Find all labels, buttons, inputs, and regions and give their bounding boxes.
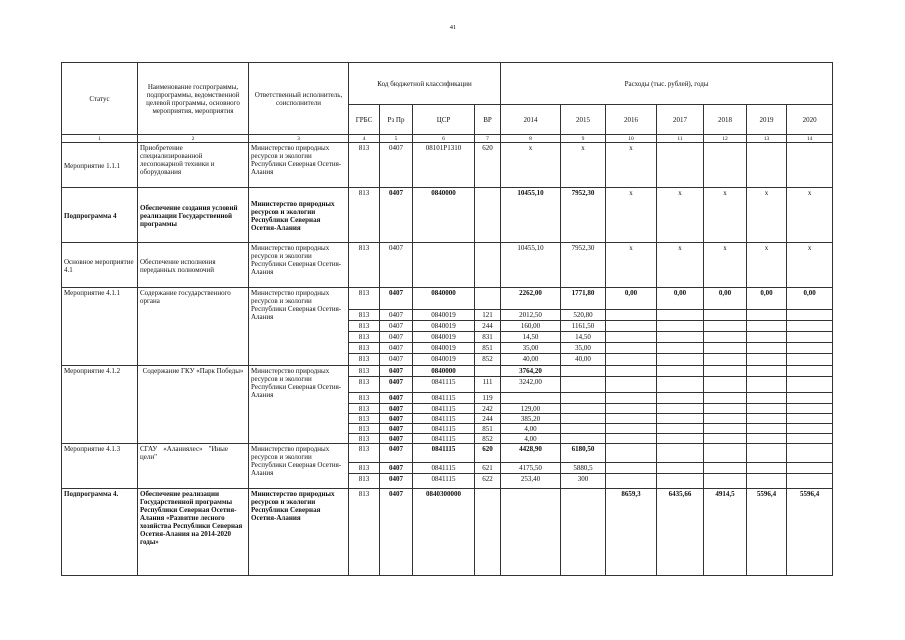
column-number: 9 bbox=[561, 135, 606, 143]
expense-2020-cell bbox=[787, 463, 833, 474]
status-cell: Мероприятие 1.1.1 bbox=[62, 143, 138, 188]
budget-table bbox=[61, 62, 833, 576]
vr-cell: 620 bbox=[475, 143, 501, 188]
header-expenses-group: Расходы (тыс. рублей), годы bbox=[501, 63, 833, 105]
expense-2017-cell: 6435,66 bbox=[657, 489, 704, 576]
rzpr-cell: 0407 bbox=[380, 404, 413, 414]
column-number: 3 bbox=[249, 135, 349, 143]
header-name: Наименование госпрограммы, подпрограммы, ведомственной целевой программы, основного мероприятия, мероприятия bbox=[138, 63, 249, 135]
expense-2020-cell bbox=[787, 393, 833, 404]
name-cell: Обеспечение исполнения переданных полномочий bbox=[138, 243, 249, 288]
rzpr-cell: 0407 bbox=[380, 243, 413, 288]
expense-2014-cell: 385,20 bbox=[501, 414, 561, 424]
expense-2019-cell bbox=[747, 463, 787, 474]
vr-cell: 244 bbox=[475, 321, 501, 332]
rzpr-cell: 0407 bbox=[380, 377, 413, 393]
header-year-2018: 2018 bbox=[704, 105, 747, 135]
rzpr-cell: 0407 bbox=[380, 321, 413, 332]
header-row-top bbox=[62, 63, 833, 105]
csr-cell: 0841115 bbox=[413, 434, 475, 444]
grbs-cell: 813 bbox=[349, 414, 380, 424]
expense-2019-cell bbox=[747, 366, 787, 377]
expense-2018-cell bbox=[704, 354, 747, 366]
expense-2018-cell bbox=[704, 474, 747, 489]
grbs-cell: 813 bbox=[349, 474, 380, 489]
table-row bbox=[62, 489, 833, 576]
expense-2016-cell bbox=[606, 393, 657, 404]
table-row bbox=[62, 188, 833, 243]
expense-2016-cell bbox=[606, 343, 657, 354]
expense-2017-cell bbox=[657, 424, 704, 434]
vr-cell bbox=[475, 188, 501, 243]
status-cell: Мероприятие 4.1.1 bbox=[62, 288, 138, 366]
expense-2015-cell: 6180,50 bbox=[561, 444, 606, 463]
grbs-cell: 813 bbox=[349, 354, 380, 366]
expense-2016-cell bbox=[606, 444, 657, 463]
expense-2019-cell bbox=[747, 434, 787, 444]
grbs-cell: 813 bbox=[349, 404, 380, 414]
rzpr-cell: 0407 bbox=[380, 393, 413, 404]
expense-2014-cell: 2012,50 bbox=[501, 310, 561, 321]
rzpr-cell: 0407 bbox=[380, 444, 413, 463]
expense-2018-cell bbox=[704, 463, 747, 474]
grbs-cell: 813 bbox=[349, 444, 380, 463]
vr-cell bbox=[475, 243, 501, 288]
expense-2016-cell bbox=[606, 354, 657, 366]
column-number: 2 bbox=[138, 135, 249, 143]
expense-2020-cell bbox=[787, 377, 833, 393]
expense-2019-cell bbox=[747, 310, 787, 321]
expense-2020-cell: x bbox=[787, 188, 833, 243]
expense-2020-cell bbox=[787, 434, 833, 444]
csr-cell: 0840019 bbox=[413, 321, 475, 332]
vr-cell: 851 bbox=[475, 424, 501, 434]
expense-2018-cell bbox=[704, 143, 747, 188]
expense-2020-cell bbox=[787, 474, 833, 489]
expense-2015-cell bbox=[561, 393, 606, 404]
expense-2019-cell bbox=[747, 332, 787, 343]
executor-cell: Министерство природных ресурсов и экологии Республики Северная Осетия-Алания bbox=[249, 188, 349, 243]
executor-cell: Министерство природных ресурсов и экологии Республики Северная Осетия-Алания bbox=[249, 489, 349, 576]
header-year-2017: 2017 bbox=[657, 105, 704, 135]
expense-2015-cell: 300 bbox=[561, 474, 606, 489]
csr-cell: 08101Р1310 bbox=[413, 143, 475, 188]
header-csr: ЦСР bbox=[413, 105, 475, 135]
expense-2016-cell: x bbox=[606, 188, 657, 243]
expense-2014-cell: 3242,00 bbox=[501, 377, 561, 393]
column-number: 13 bbox=[747, 135, 787, 143]
column-number: 6 bbox=[413, 135, 475, 143]
expense-2019-cell bbox=[747, 474, 787, 489]
expense-2016-cell bbox=[606, 414, 657, 424]
expense-2018-cell: 0,00 bbox=[704, 288, 747, 310]
grbs-cell: 813 bbox=[349, 393, 380, 404]
header-status: Статус bbox=[62, 63, 138, 135]
expense-2016-cell bbox=[606, 321, 657, 332]
expense-2018-cell: x bbox=[704, 188, 747, 243]
expense-2015-cell: 40,00 bbox=[561, 354, 606, 366]
header-year-2014: 2014 bbox=[501, 105, 561, 135]
expense-2019-cell: x bbox=[747, 243, 787, 288]
expense-2014-cell: 10455,10 bbox=[501, 243, 561, 288]
expense-2016-cell bbox=[606, 424, 657, 434]
expense-2014-cell: 35,00 bbox=[501, 343, 561, 354]
expense-2014-cell: 4,00 bbox=[501, 424, 561, 434]
rzpr-cell: 0407 bbox=[380, 366, 413, 377]
expense-2017-cell: 0,00 bbox=[657, 288, 704, 310]
expense-2017-cell bbox=[657, 434, 704, 444]
csr-cell: 0841115 bbox=[413, 404, 475, 414]
header-executor: Ответственный исполнитель, соисполнители bbox=[249, 63, 349, 135]
expense-2019-cell bbox=[747, 143, 787, 188]
expense-2019-cell bbox=[747, 321, 787, 332]
rzpr-cell: 0407 bbox=[380, 414, 413, 424]
expense-2018-cell bbox=[704, 377, 747, 393]
expense-2016-cell bbox=[606, 377, 657, 393]
expense-2018-cell bbox=[704, 444, 747, 463]
csr-cell: 0840300000 bbox=[413, 489, 475, 576]
expense-2017-cell bbox=[657, 343, 704, 354]
csr-cell: 0840019 bbox=[413, 343, 475, 354]
expense-2014-cell: 129,00 bbox=[501, 404, 561, 414]
expense-2018-cell bbox=[704, 332, 747, 343]
status-cell: Подпрограмма 4. bbox=[62, 489, 138, 576]
expense-2016-cell: 8659,3 bbox=[606, 489, 657, 576]
grbs-cell: 813 bbox=[349, 332, 380, 343]
expense-2017-cell bbox=[657, 377, 704, 393]
expense-2015-cell bbox=[561, 377, 606, 393]
rzpr-cell: 0407 bbox=[380, 288, 413, 310]
csr-cell: 0841115 bbox=[413, 414, 475, 424]
expense-2016-cell bbox=[606, 474, 657, 489]
expense-2015-cell: 520,80 bbox=[561, 310, 606, 321]
expense-2016-cell bbox=[606, 434, 657, 444]
expense-2019-cell: x bbox=[747, 188, 787, 243]
csr-cell: 0841115 bbox=[413, 377, 475, 393]
name-cell: Содержание ГКУ «Парк Победы» bbox=[138, 366, 249, 444]
column-number: 1 bbox=[62, 135, 138, 143]
rzpr-cell: 0407 bbox=[380, 188, 413, 243]
table-header bbox=[62, 63, 833, 143]
vr-cell: 121 bbox=[475, 310, 501, 321]
rzpr-cell: 0407 bbox=[380, 332, 413, 343]
grbs-cell: 813 bbox=[349, 463, 380, 474]
vr-cell bbox=[475, 288, 501, 310]
column-number: 12 bbox=[704, 135, 747, 143]
header-year-2015: 2015 bbox=[561, 105, 606, 135]
expense-2014-cell: 160,00 bbox=[501, 321, 561, 332]
column-number: 5 bbox=[380, 135, 413, 143]
csr-cell: 0840000 bbox=[413, 366, 475, 377]
expense-2015-cell: 7952,30 bbox=[561, 188, 606, 243]
expense-2015-cell bbox=[561, 366, 606, 377]
csr-cell: 0841115 bbox=[413, 444, 475, 463]
grbs-cell: 813 bbox=[349, 489, 380, 576]
csr-cell: 0840000 bbox=[413, 288, 475, 310]
expense-2014-cell: 253,40 bbox=[501, 474, 561, 489]
vr-cell bbox=[475, 489, 501, 576]
expense-2019-cell bbox=[747, 424, 787, 434]
expense-2019-cell bbox=[747, 377, 787, 393]
expense-2019-cell bbox=[747, 404, 787, 414]
expense-2018-cell bbox=[704, 434, 747, 444]
expense-2020-cell bbox=[787, 321, 833, 332]
expense-2019-cell bbox=[747, 354, 787, 366]
expense-2018-cell bbox=[704, 366, 747, 377]
expense-2014-cell: 4428,90 bbox=[501, 444, 561, 463]
rzpr-cell: 0407 bbox=[380, 463, 413, 474]
vr-cell: 852 bbox=[475, 354, 501, 366]
expense-2015-cell: 1771,80 bbox=[561, 288, 606, 310]
csr-cell: 0841115 bbox=[413, 393, 475, 404]
expense-2019-cell: 0,00 bbox=[747, 288, 787, 310]
expense-2016-cell bbox=[606, 332, 657, 343]
expense-2017-cell bbox=[657, 310, 704, 321]
csr-cell: 0840019 bbox=[413, 310, 475, 321]
table-row bbox=[62, 143, 833, 188]
column-number: 14 bbox=[787, 135, 833, 143]
vr-cell: 620 bbox=[475, 444, 501, 463]
expense-2014-cell: 4,00 bbox=[501, 434, 561, 444]
expense-2016-cell bbox=[606, 463, 657, 474]
expense-2015-cell bbox=[561, 424, 606, 434]
expense-2020-cell: x bbox=[787, 243, 833, 288]
executor-cell: Министерство природных ресурсов и экологии Республики Северная Осетия-Алания bbox=[249, 288, 349, 366]
vr-cell: 119 bbox=[475, 393, 501, 404]
expense-2018-cell bbox=[704, 414, 747, 424]
expense-2015-cell bbox=[561, 434, 606, 444]
expense-2014-cell bbox=[501, 393, 561, 404]
expense-2017-cell bbox=[657, 393, 704, 404]
csr-cell: 0840000 bbox=[413, 188, 475, 243]
vr-cell: 851 bbox=[475, 343, 501, 354]
grbs-cell: 813 bbox=[349, 424, 380, 434]
executor-cell: Министерство природных ресурсов и экологии Республики Северная Осетия-Алания bbox=[249, 366, 349, 444]
expense-2017-cell: x bbox=[657, 243, 704, 288]
column-number: 10 bbox=[606, 135, 657, 143]
rzpr-cell: 0407 bbox=[380, 143, 413, 188]
column-number: 7 bbox=[475, 135, 501, 143]
csr-cell: 0840019 bbox=[413, 332, 475, 343]
name-cell: Обеспечение реализации Государственной программы Республики Северная Осетия-Алания «Развитие лесного хозяйства Республики Северная Осетия-Алания на 2014-2020 годы» bbox=[138, 489, 249, 576]
expense-2015-cell: 7952,30 bbox=[561, 243, 606, 288]
expense-2020-cell bbox=[787, 332, 833, 343]
grbs-cell: 813 bbox=[349, 434, 380, 444]
rzpr-cell: 0407 bbox=[380, 474, 413, 489]
expense-2016-cell: x bbox=[606, 143, 657, 188]
csr-cell bbox=[413, 243, 475, 288]
name-cell: СГАУ «Аланиялес» "Иные цели" bbox=[138, 444, 249, 489]
grbs-cell: 813 bbox=[349, 343, 380, 354]
expense-2018-cell bbox=[704, 424, 747, 434]
expense-2020-cell bbox=[787, 343, 833, 354]
vr-cell: 244 bbox=[475, 414, 501, 424]
vr-cell: 852 bbox=[475, 434, 501, 444]
header-grbs: ГРБС bbox=[349, 105, 380, 135]
expense-2015-cell bbox=[561, 489, 606, 576]
expense-2018-cell bbox=[704, 343, 747, 354]
csr-cell: 0841115 bbox=[413, 424, 475, 434]
expense-2019-cell bbox=[747, 393, 787, 404]
expense-2019-cell: 5596,4 bbox=[747, 489, 787, 576]
expense-2016-cell: 0,00 bbox=[606, 288, 657, 310]
header-rzpr: Рз Пр bbox=[380, 105, 413, 135]
expense-2015-cell: x bbox=[561, 143, 606, 188]
expense-2014-cell: 3764,20 bbox=[501, 366, 561, 377]
expense-2019-cell bbox=[747, 444, 787, 463]
expense-2014-cell: 14,50 bbox=[501, 332, 561, 343]
expense-2019-cell bbox=[747, 343, 787, 354]
expense-2015-cell: 1161,50 bbox=[561, 321, 606, 332]
expense-2016-cell bbox=[606, 310, 657, 321]
expense-2016-cell: x bbox=[606, 243, 657, 288]
expense-2017-cell bbox=[657, 354, 704, 366]
grbs-cell: 813 bbox=[349, 143, 380, 188]
column-number: 8 bbox=[501, 135, 561, 143]
vr-cell bbox=[475, 366, 501, 377]
expense-2017-cell bbox=[657, 404, 704, 414]
status-cell: Мероприятие 4.1.3 bbox=[62, 444, 138, 489]
expense-2020-cell bbox=[787, 424, 833, 434]
expense-2018-cell bbox=[704, 393, 747, 404]
status-cell: Мероприятие 4.1.2 bbox=[62, 366, 138, 444]
executor-cell: Министерство природных ресурсов и экологии Республики Северная Осетия-Алания bbox=[249, 444, 349, 489]
column-number-row bbox=[62, 135, 833, 143]
expense-2018-cell bbox=[704, 310, 747, 321]
table-row bbox=[62, 243, 833, 288]
expense-2015-cell: 5880,5 bbox=[561, 463, 606, 474]
grbs-cell: 813 bbox=[349, 377, 380, 393]
grbs-cell: 813 bbox=[349, 188, 380, 243]
table-body bbox=[62, 143, 833, 576]
expense-2017-cell bbox=[657, 463, 704, 474]
expense-2020-cell bbox=[787, 444, 833, 463]
expense-2016-cell bbox=[606, 404, 657, 414]
expense-2016-cell bbox=[606, 366, 657, 377]
name-cell: Приобретение специализированной лесопожарной техники и оборудования bbox=[138, 143, 249, 188]
expense-2020-cell: 5596,4 bbox=[787, 489, 833, 576]
grbs-cell: 813 bbox=[349, 321, 380, 332]
grbs-cell: 813 bbox=[349, 243, 380, 288]
expense-2018-cell: x bbox=[704, 243, 747, 288]
csr-cell: 0841115 bbox=[413, 463, 475, 474]
rzpr-cell: 0407 bbox=[380, 343, 413, 354]
grbs-cell: 813 bbox=[349, 310, 380, 321]
expense-2020-cell: 0,00 bbox=[787, 288, 833, 310]
executor-cell: Министерство природных ресурсов и экологии Республики Северная Осетия-Алания bbox=[249, 143, 349, 188]
expense-2017-cell bbox=[657, 366, 704, 377]
grbs-cell: 813 bbox=[349, 288, 380, 310]
header-budget-code-group: Код бюджетной классификации bbox=[349, 63, 501, 105]
expense-2017-cell bbox=[657, 414, 704, 424]
table-row bbox=[62, 366, 833, 377]
expense-2017-cell bbox=[657, 321, 704, 332]
header-year-2020: 2020 bbox=[787, 105, 833, 135]
csr-cell: 0840019 bbox=[413, 354, 475, 366]
expense-2020-cell bbox=[787, 310, 833, 321]
rzpr-cell: 0407 bbox=[380, 489, 413, 576]
column-number: 4 bbox=[349, 135, 380, 143]
expense-2017-cell bbox=[657, 143, 704, 188]
expense-2020-cell bbox=[787, 404, 833, 414]
expense-2014-cell: x bbox=[501, 143, 561, 188]
status-cell: Основное мероприятие 4.1 bbox=[62, 243, 138, 288]
expense-2020-cell bbox=[787, 414, 833, 424]
name-cell: Содержание государственного органа bbox=[138, 288, 249, 366]
table-row bbox=[62, 288, 833, 310]
header-year-2016: 2016 bbox=[606, 105, 657, 135]
vr-cell: 831 bbox=[475, 332, 501, 343]
expense-2020-cell bbox=[787, 354, 833, 366]
rzpr-cell: 0407 bbox=[380, 424, 413, 434]
rzpr-cell: 0407 bbox=[380, 310, 413, 321]
expense-2019-cell bbox=[747, 414, 787, 424]
expense-2015-cell: 35,00 bbox=[561, 343, 606, 354]
csr-cell: 0841115 bbox=[413, 474, 475, 489]
status-cell: Подпрограмма 4 bbox=[62, 188, 138, 243]
expense-2014-cell: 4175,50 bbox=[501, 463, 561, 474]
expense-2014-cell bbox=[501, 489, 561, 576]
expense-2020-cell bbox=[787, 366, 833, 377]
vr-cell: 111 bbox=[475, 377, 501, 393]
vr-cell: 621 bbox=[475, 463, 501, 474]
expense-2017-cell: x bbox=[657, 188, 704, 243]
expense-2014-cell: 2262,00 bbox=[501, 288, 561, 310]
header-year-2019: 2019 bbox=[747, 105, 787, 135]
column-number: 11 bbox=[657, 135, 704, 143]
expense-2017-cell bbox=[657, 444, 704, 463]
table-row bbox=[62, 444, 833, 463]
expense-2018-cell bbox=[704, 321, 747, 332]
header-vr: ВР bbox=[475, 105, 501, 135]
grbs-cell: 813 bbox=[349, 366, 380, 377]
expense-2015-cell bbox=[561, 414, 606, 424]
expense-2014-cell: 10455,10 bbox=[501, 188, 561, 243]
expense-2017-cell bbox=[657, 474, 704, 489]
expense-2015-cell bbox=[561, 404, 606, 414]
expense-2018-cell: 4914,5 bbox=[704, 489, 747, 576]
expense-2020-cell bbox=[787, 143, 833, 188]
rzpr-cell: 0407 bbox=[380, 434, 413, 444]
vr-cell: 242 bbox=[475, 404, 501, 414]
expense-2015-cell: 14,50 bbox=[561, 332, 606, 343]
name-cell: Обеспечение создания условий реализации Государственной программы bbox=[138, 188, 249, 243]
rzpr-cell: 0407 bbox=[380, 354, 413, 366]
page-number: 41 bbox=[449, 24, 457, 31]
expense-2018-cell bbox=[704, 404, 747, 414]
vr-cell: 622 bbox=[475, 474, 501, 489]
expense-2017-cell bbox=[657, 332, 704, 343]
executor-cell: Министерство природных ресурсов и экологии Республики Северная Осетия-Алания bbox=[249, 243, 349, 288]
expense-2014-cell: 40,00 bbox=[501, 354, 561, 366]
